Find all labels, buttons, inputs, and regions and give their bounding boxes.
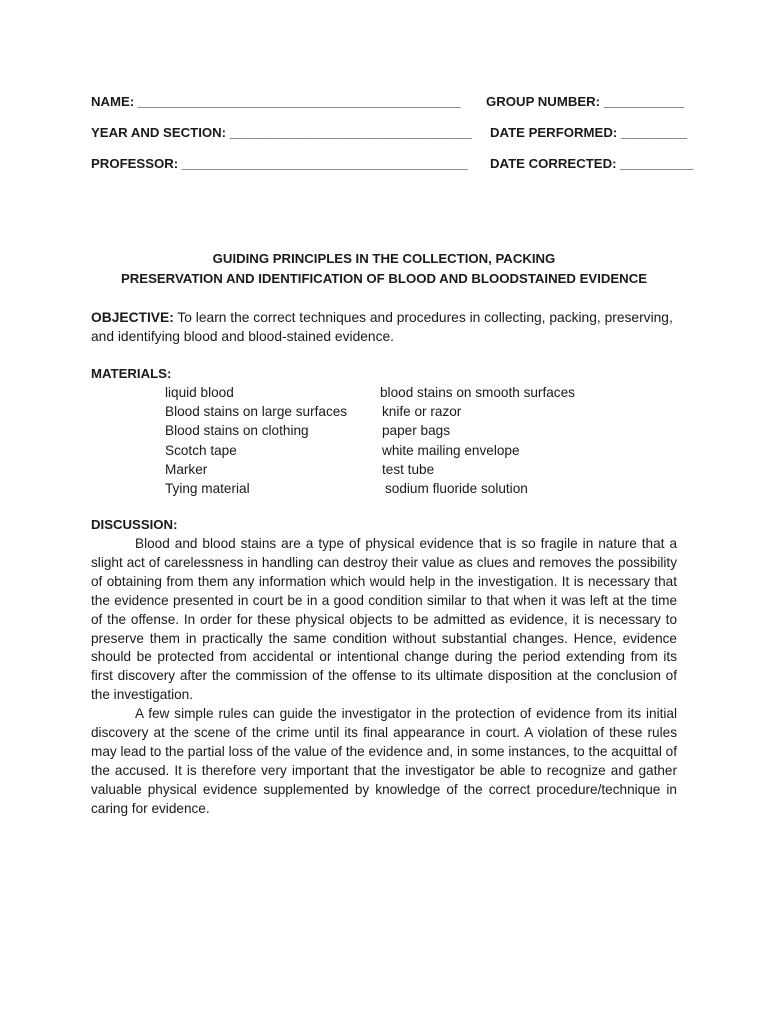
header-row-1 (91, 94, 685, 114)
objective-text: To learn the correct techniques and procedures in collecting, packing, preserving, and identifying blood and blood-stained evidence. (91, 310, 673, 344)
list-item (165, 402, 635, 421)
list-item (165, 421, 635, 440)
document-title-line-2: PRESERVATION AND IDENTIFICATION OF BLOOD AND BLOODSTAINED EVIDENCE (120, 271, 648, 286)
material-item: knife or razor (382, 404, 462, 420)
professor-field-label: PROFESSOR: _______________________________________ (91, 156, 468, 171)
materials-list (165, 383, 635, 498)
material-item: liquid blood (165, 385, 234, 400)
material-item: Tying material (165, 480, 250, 496)
material-item: Marker (165, 461, 208, 477)
discussion-label: DISCUSSION: (91, 517, 178, 532)
group-number-field-label: GROUP NUMBER: ___________ (486, 94, 685, 109)
material-item: Scotch tape (165, 442, 237, 458)
date-corrected-field-label: DATE CORRECTED: __________ (490, 156, 694, 171)
material-item: Blood stains on clothing (165, 423, 309, 439)
discussion-body (91, 535, 677, 819)
material-item: white mailing envelope (382, 442, 520, 458)
header-row-3 (91, 156, 694, 176)
date-performed-field-label: DATE PERFORMED: _________ (490, 125, 687, 140)
material-item: test tube (382, 461, 435, 477)
materials-label: MATERIALS: (91, 366, 172, 381)
list-item (165, 479, 635, 498)
document-title-line-1: GUIDING PRINCIPLES IN THE COLLECTION, PACKING (212, 251, 556, 266)
material-item: sodium fluoride solution (385, 480, 528, 496)
header-row-2 (91, 125, 687, 145)
list-item (165, 383, 635, 402)
objective-section (91, 308, 677, 346)
list-item (165, 441, 635, 460)
name-field-label: NAME: ____________________________________________ (91, 94, 461, 109)
material-item: Blood stains on large surfaces (165, 404, 348, 420)
material-item: blood stains on smooth surfaces (380, 385, 575, 400)
year-section-field-label: YEAR AND SECTION: _________________________________ (91, 125, 472, 140)
material-item: paper bags (382, 423, 451, 439)
discussion-paragraph-1: Blood and blood stains are a type of physical evidence that is so fragile in nature that a slight act of carelessness in handling can destroy their value as clues and removes the possibility of obtaining from them any information which would help in the investigation. It is necessary that the evidence presented in court be in a good condition similar to that when it was left at the time of the offense. In order for these physical objects to be admitted as evidence, it is necessary to preserve them in practically the same condition without substantial changes. Hence, evidence should be protected from accidental or intentional change during the period extending from its first discovery after the commission of the offense to its ultimate disposition at the conclusion of the investigation. (91, 536, 677, 703)
discussion-paragraph-2: A few simple rules can guide the investigator in the protection of evidence from its initial discovery at the scene of the crime until its final appearance in court. A violation of these rules may lead to the partial loss of the value of the evidence and, in some instances, to the acquittal of the accused. It is therefore very important that the investigator be able to recognize and gather valuable physical evidence supplemented by knowledge of the correct procedure/technique in caring for evidence. (91, 706, 677, 816)
list-item (165, 460, 635, 479)
objective-label: OBJECTIVE: (91, 310, 174, 325)
